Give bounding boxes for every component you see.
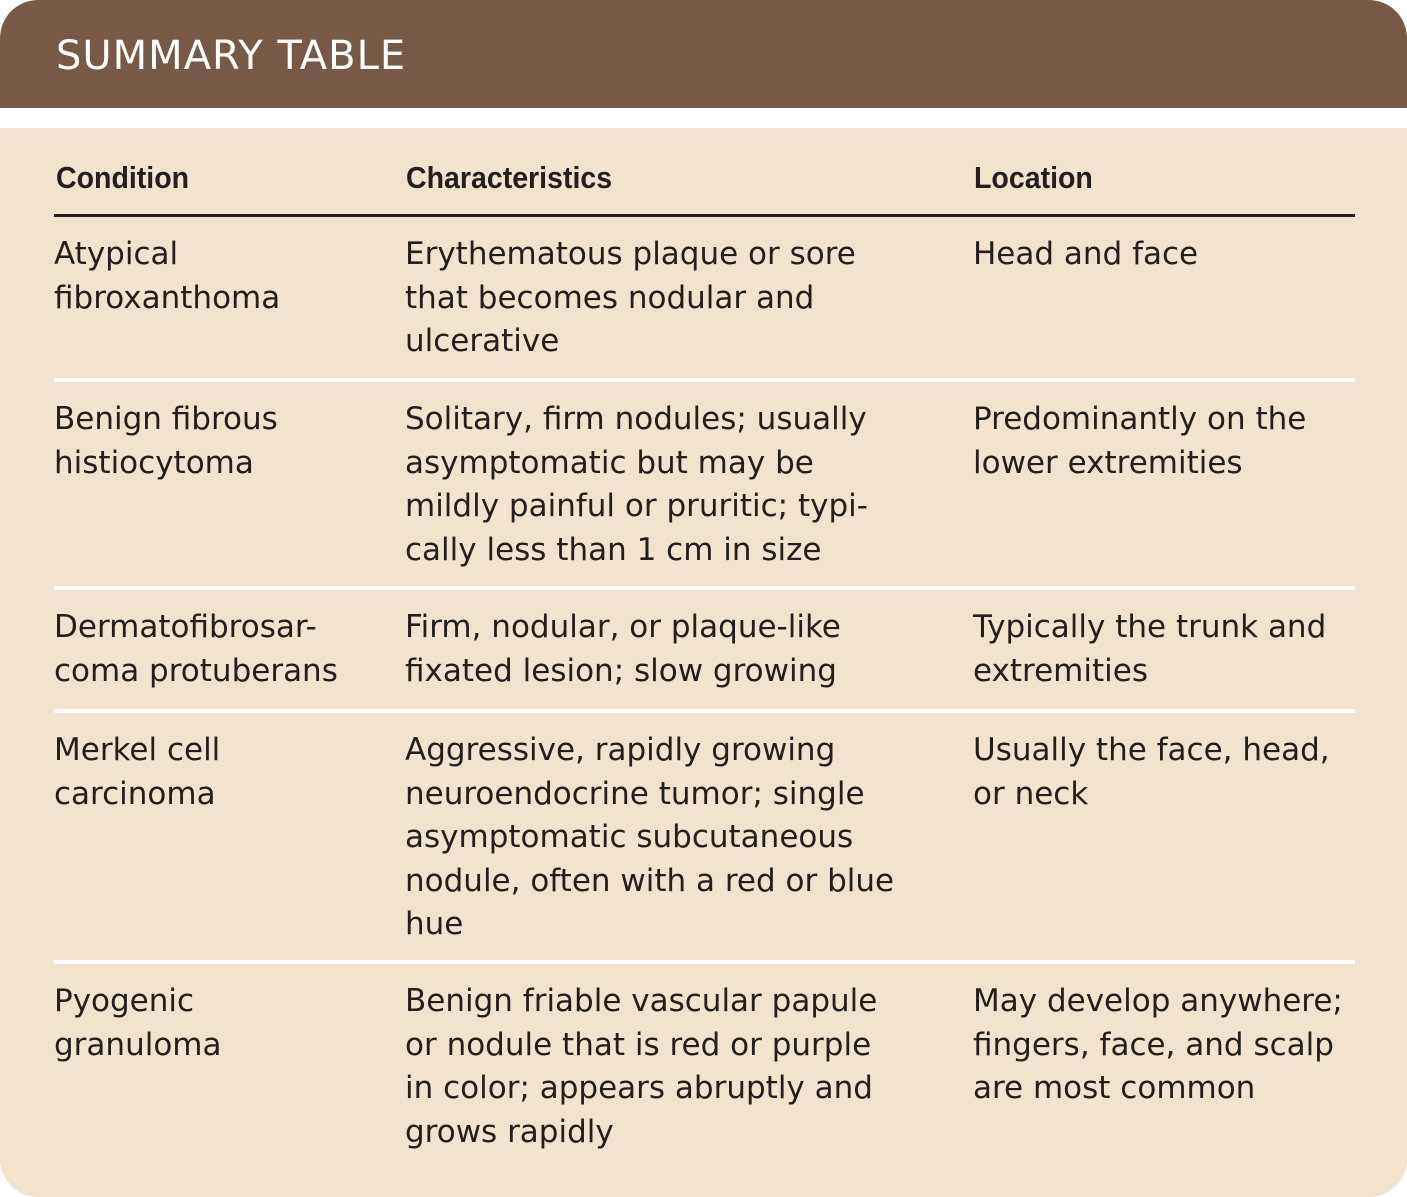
characteristics-cell (405, 233, 935, 364)
row-divider (54, 378, 1355, 382)
cell-line: Merkel cell (54, 732, 221, 768)
cell-line: Erythematous plaque or sore (405, 236, 856, 272)
header-rule (54, 214, 1355, 217)
table-header-bar (0, 0, 1407, 108)
cell-line: histiocytoma (54, 444, 254, 481)
cell-line: are most common (973, 1070, 1256, 1106)
cell-line: May develop anywhere; (973, 983, 1343, 1019)
characteristics-cell (405, 398, 935, 572)
column-header-condition: Condition (56, 160, 190, 195)
condition-cell (54, 233, 374, 320)
cell-line: mildly painful or pruritic; typi- (405, 488, 868, 524)
characteristics-cell (405, 729, 935, 947)
condition-cell (54, 729, 374, 816)
column-header-location: Location (974, 160, 1093, 195)
row-divider (54, 709, 1355, 713)
cell-line: Benign friable vascular papule (405, 983, 878, 1019)
condition-cell (54, 606, 374, 693)
condition-cell (54, 398, 374, 485)
cell-line: or nodule that is red or purple (405, 1026, 872, 1063)
cell-line: Dermatofibrosar- (54, 609, 317, 645)
column-header-characteristics: Characteristics (406, 160, 613, 195)
cell-line: fibroxanthoma (54, 279, 281, 316)
location-cell (973, 233, 1363, 277)
cell-line: Typically the trunk and (973, 609, 1327, 645)
cell-line: asymptomatic but may be (405, 444, 814, 481)
cell-line: Head and face (973, 236, 1199, 272)
characteristics-cell (405, 606, 935, 693)
cell-line: fixated lesion; slow growing (405, 652, 837, 689)
location-cell (973, 606, 1363, 693)
cell-line: hue (405, 906, 464, 942)
row-divider (54, 586, 1355, 590)
cell-line: asymptomatic subcutaneous (405, 819, 854, 855)
row-divider (54, 960, 1355, 964)
characteristics-cell (405, 980, 935, 1154)
cell-line: grows rapidly (405, 1113, 614, 1150)
location-cell (973, 729, 1363, 816)
cell-line: Atypical (54, 236, 179, 272)
cell-line: extremities (973, 652, 1148, 689)
cell-line: carcinoma (54, 775, 216, 812)
cell-line: in color; appears abruptly and (405, 1070, 873, 1106)
cell-line: neuroendocrine tumor; single (405, 775, 865, 812)
cell-line: Aggressive, rapidly growing (405, 732, 836, 768)
cell-line: Usually the face, head, (973, 732, 1330, 768)
cell-line: fingers, face, and scalp (973, 1026, 1334, 1063)
cell-line: granuloma (54, 1026, 222, 1063)
cell-line: that becomes nodular and (405, 279, 815, 316)
cell-line: cally less than 1 cm in size (405, 531, 822, 568)
cell-line: lower extremities (973, 444, 1243, 481)
location-cell (973, 398, 1363, 485)
cell-line: Benign fibrous (54, 401, 278, 437)
cell-line: coma protuberans (54, 652, 338, 689)
cell-line: ulcerative (405, 323, 560, 359)
cell-line: Solitary, firm nodules; usually (405, 401, 867, 437)
table-title: SUMMARY TABLE (56, 33, 407, 79)
header-divider (0, 108, 1407, 128)
cell-line: Pyogenic (54, 983, 195, 1019)
condition-cell (54, 980, 374, 1067)
cell-line: Firm, nodular, or plaque-like (405, 609, 841, 645)
cell-line: nodule, often with a red or blue (405, 862, 895, 899)
cell-line: Predominantly on the (973, 401, 1307, 437)
location-cell (973, 980, 1363, 1111)
cell-line: or neck (973, 775, 1089, 812)
